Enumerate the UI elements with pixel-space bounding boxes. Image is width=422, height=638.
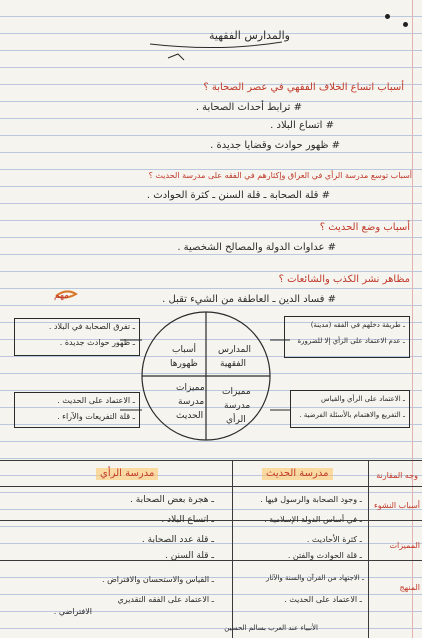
q-br-label: مدرسة	[224, 401, 251, 411]
box-line: ـ تفرق الصحابة في البلاد .	[48, 322, 135, 331]
table-divider	[232, 460, 233, 638]
table-divider	[368, 460, 369, 638]
col-compare: وجه المقارنة	[376, 471, 418, 480]
table-cell: ـ الاعتماد على الحديث .	[284, 595, 362, 604]
table-cell: الافتراضي .	[53, 607, 92, 616]
col-hadith: مدرسة الحديث	[262, 468, 333, 480]
q-bl-label: مميزات	[176, 383, 205, 393]
q-tr-label: الفقهية	[220, 359, 247, 369]
important-tag: مهم	[54, 291, 69, 301]
q-bl-label: مدرسة	[178, 397, 205, 407]
box-causes	[14, 318, 140, 356]
section2-heading: أسباب توسع مدرسة الرأي في العراق وإكثارهم في الفقه على مدرسة الحديث ؟	[148, 171, 412, 180]
section3-heading: أسباب وضع الحديث ؟	[319, 222, 410, 233]
box-ray-features	[290, 390, 410, 428]
col-ray: مدرسة الرأي	[96, 468, 158, 480]
q-br-label: الرأي	[226, 415, 246, 425]
box-line: ـ ظهور حوادث جديدة .	[59, 338, 135, 347]
box-schools	[284, 316, 410, 358]
s2-item: # قلة الصحابة ـ قلة السنن ـ كثرة الحوادث .	[146, 190, 330, 201]
q-tl-label: ظهورها	[170, 359, 198, 369]
q-br-label: مميزات	[222, 387, 251, 397]
table-cell: ـ الاعتماد على الفقه التقديري	[117, 595, 214, 604]
table-cell: ـ اتساع البلاد .	[161, 515, 214, 525]
section4-heading: مظاهر نشر الكذب والشائعات ؟	[278, 274, 410, 285]
row-label: المميزات	[389, 541, 420, 550]
s1-item: # ترابط أحداث الصحابة .	[195, 102, 302, 113]
s1-item: # اتساع البلاد .	[270, 120, 334, 131]
table-cell: ـ قلة الحوادث والفتن .	[287, 551, 362, 560]
box-line: ـ عدم الاعتماد على الرأي إلا للضرورة	[297, 337, 405, 345]
table-cell: ـ قلة عدد الصحابة .	[141, 535, 214, 545]
section1-heading: أسباب اتساع الخلاف الفقهي في عصر الصحابة ؟	[203, 82, 404, 93]
table-cell: ـ قلة السنن .	[164, 551, 214, 561]
table-border	[0, 460, 422, 461]
s4-item: # فساد الدين ـ العاطفة من الشيء تقبل .	[162, 294, 336, 305]
page-title: والمدارس الفقهية	[209, 29, 290, 42]
box-hadith-features	[14, 392, 140, 428]
box-line: ـ الاعتماد على الحديث .	[57, 396, 135, 405]
table-cell: ـ القياس والاستحسان والافتراض .	[102, 575, 214, 584]
row-label: أسباب النشوء	[374, 501, 420, 510]
box-line: ـ طريقة دخلهم في الفقه (مدينة)	[310, 321, 405, 329]
q-tr-label: المدارس	[218, 345, 252, 355]
q-tl-label: أسباب	[172, 345, 196, 355]
s3-item: # عداوات الدولة والمصالح الشخصية .	[177, 242, 336, 253]
table-cell: ـ كثرة الأحاديث .	[306, 535, 362, 544]
q-bl-label: الحديث	[176, 411, 204, 421]
box-line: ـ الاعتماد على الرأي والقياس	[321, 395, 405, 403]
row-label: المنهج	[399, 583, 420, 592]
table-cell: ـ وجود الصحابة والرسول فيها .	[260, 495, 362, 504]
table-border	[0, 486, 422, 487]
table-cell: ـ هجرة بعض الصحابة .	[130, 495, 214, 505]
table-cell: ـ الاجتهاد من القرآن والسنة والآثار	[265, 574, 364, 582]
table-cell: ـ في أساس الدولة الإسلامية .	[264, 515, 362, 524]
box-line: ـ قلة التفريعات والآراء .	[57, 412, 135, 421]
s1-item: # ظهور حوادث وقضايا جديدة .	[210, 140, 340, 151]
box-line: ـ التفريع والاهتمام بالأسئلة الفرضية .	[299, 411, 405, 419]
footer-note: الأنبياء عند العرب بسالم الحسين	[224, 624, 318, 632]
